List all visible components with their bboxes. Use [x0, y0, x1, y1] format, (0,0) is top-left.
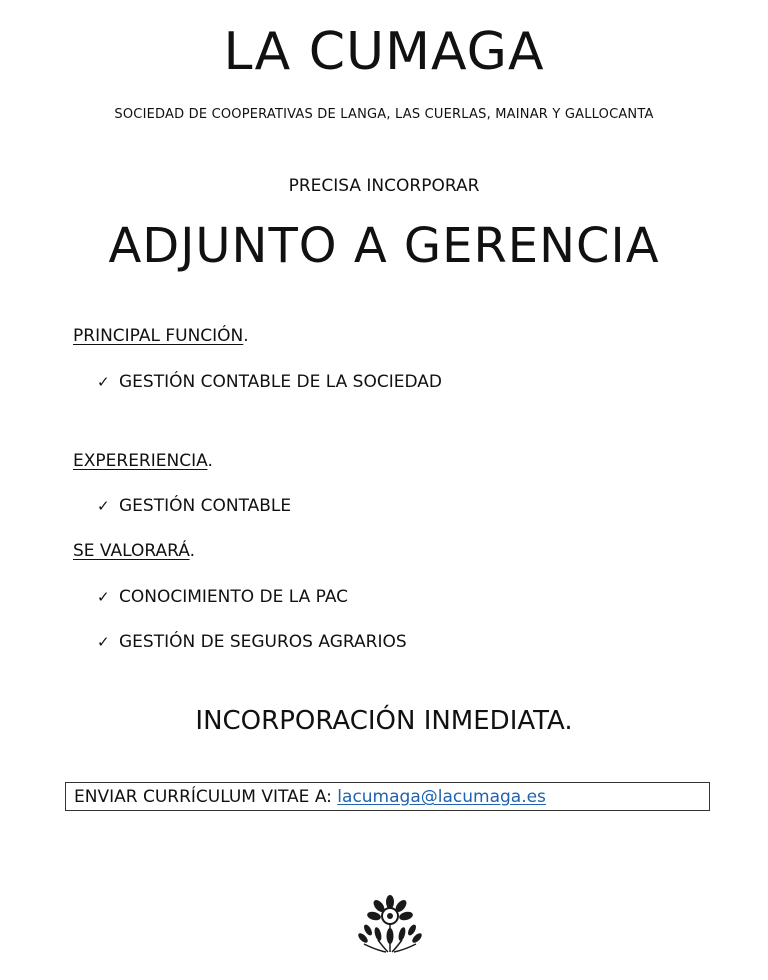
section-heading-se-valorara	[73, 541, 195, 561]
heading-period: .	[207, 451, 213, 471]
heading-period: .	[243, 326, 249, 346]
list-item	[97, 632, 407, 652]
list-item-label: GESTIÓN CONTABLE DE LA SOCIEDAD	[119, 372, 442, 392]
section-heading-label: PRINCIPAL FUNCIÓN	[73, 326, 244, 346]
contact-label: ENVIAR CURRÍCULUM VITAE A:	[74, 787, 332, 807]
checkmark-icon: ✓	[97, 588, 110, 606]
list-item-label: GESTIÓN CONTABLE	[119, 496, 292, 516]
contact-box	[65, 782, 710, 811]
position-title: ADJUNTO A GERENCIA	[108, 218, 660, 274]
list-item	[97, 372, 442, 392]
immediate-start-notice: INCORPORACIÓN INMEDIATA.	[195, 706, 573, 736]
offer-lead: PRECISA INCORPORAR	[288, 176, 480, 196]
heading-period: .	[189, 541, 195, 561]
section-heading-label: SE VALORARÁ	[73, 541, 190, 561]
email-link[interactable]: lacumaga@lacumaga.es	[337, 787, 546, 807]
wheat-sunflower-logo-icon	[352, 894, 428, 954]
list-item	[97, 587, 348, 607]
checkmark-icon: ✓	[97, 373, 110, 391]
list-item-label: GESTIÓN DE SEGUROS AGRARIOS	[119, 632, 407, 652]
section-heading-experiencia	[73, 451, 213, 471]
list-item-label: CONOCIMIENTO DE LA PAC	[119, 587, 349, 607]
company-subtitle: SOCIEDAD DE COOPERATIVAS DE LANGA, LAS CUERLAS, MAINAR Y GALLOCANTA	[114, 107, 654, 122]
checkmark-icon: ✓	[97, 633, 110, 651]
section-heading-label: EXPERERIENCIA	[73, 451, 208, 471]
section-heading-principal-funcion	[73, 326, 249, 346]
company-title: LA CUMAGA	[223, 22, 545, 82]
checkmark-icon: ✓	[97, 497, 110, 515]
list-item	[97, 496, 291, 516]
